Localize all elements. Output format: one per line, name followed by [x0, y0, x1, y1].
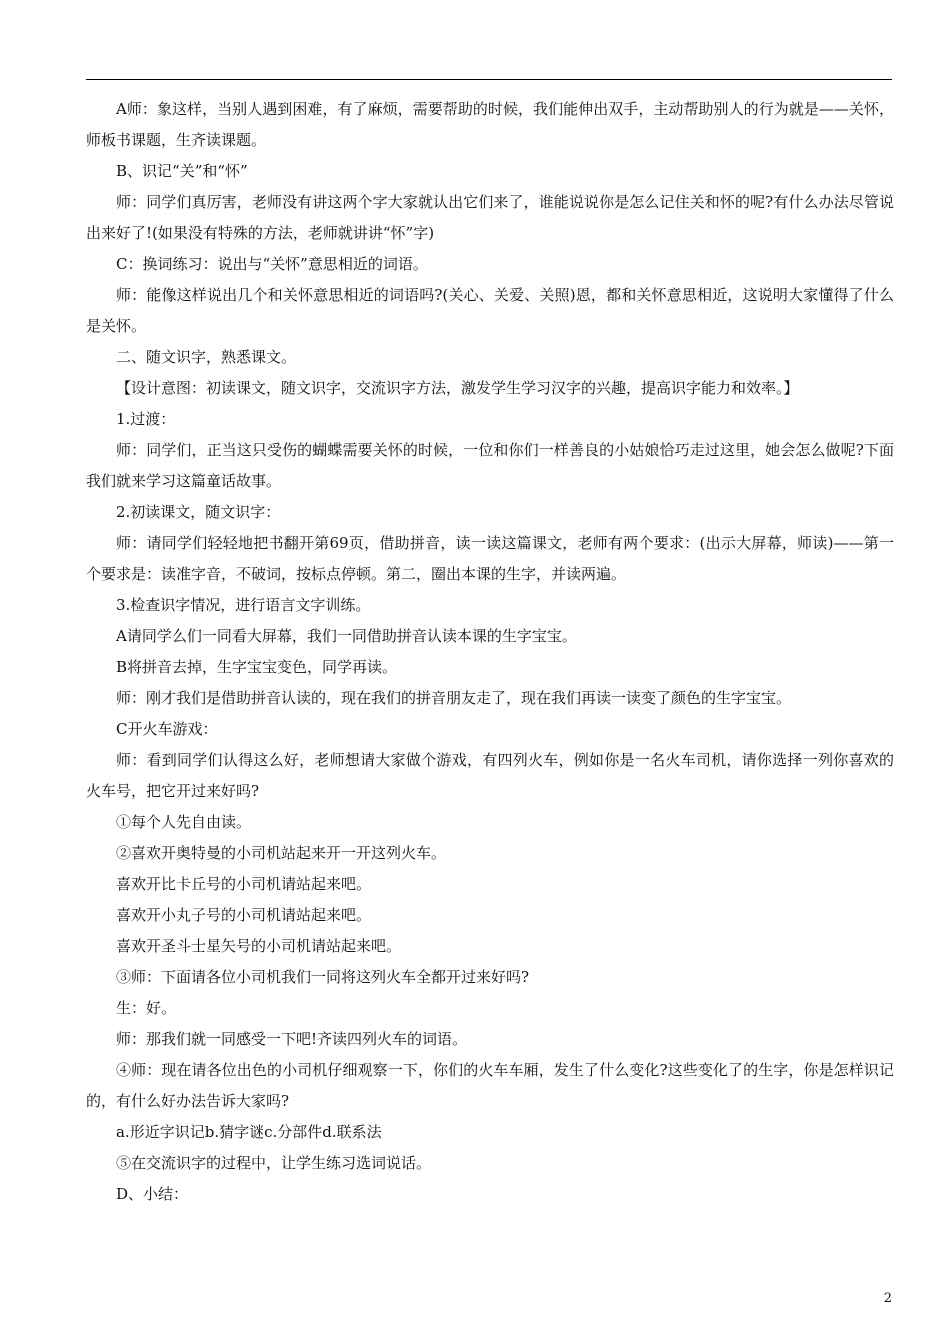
- paragraph: 师：那我们就一同感受一下吧!齐读四列火车的词语。: [116, 1030, 468, 1048]
- paragraph: 师：请同学们轻轻地把书翻开第69页，借助拼音，读一读这篇课文，老师有两个要求：(出示大屏幕，师读)——第一个要求是：读准字音，不破词，按标点停顿。第二，圈出本课的生字，并读两遍。: [86, 534, 894, 583]
- step-heading: 2.初读课文，随文识字：: [116, 503, 281, 521]
- paragraph: B、识记“关”和“怀”: [116, 162, 248, 180]
- paragraph: 生：好。: [116, 999, 177, 1017]
- list-item: ③师：下面请各位小司机我们一同将这列火车全都开过来好吗?: [116, 968, 530, 986]
- paragraph: 师：同学们，正当这只受伤的蝴蝶需要关怀的时候，一位和你们一样善良的小姑娘恰巧走过这里，她会怎么做呢?下面我们就来学习这篇童话故事。: [86, 441, 894, 490]
- header-divider: [86, 79, 892, 80]
- list-item: ①每个人先自由读。: [116, 813, 252, 831]
- paragraph: 师：刚才我们是借助拼音认读的，现在我们的拼音朋友走了，现在我们再读一读变了颜色的生字宝宝。: [116, 689, 792, 707]
- step-heading: 3.检查识字情况，进行语言文字训练。: [116, 596, 371, 614]
- list-item: ②喜欢开奥特曼的小司机站起来开一开这列火车。: [116, 844, 447, 862]
- paragraph: B将拼音去掉，生字宝宝变色，同学再读。: [116, 658, 398, 676]
- paragraph: 师：看到同学们认得这么好，老师想请大家做个游戏，有四列火车，例如你是一名火车司机，请你选择一列你喜欢的火车号，把它开过来好吗?: [86, 751, 894, 800]
- paragraph: 喜欢开圣斗士星矢号的小司机请站起来吧。: [116, 937, 402, 955]
- paragraph: a.形近字识记b.猜字谜c.分部件d.联系法: [116, 1123, 382, 1141]
- step-heading: 1.过渡：: [116, 410, 176, 428]
- section-heading: 二、随文识字，熟悉课文。: [116, 348, 297, 366]
- paragraph: D、小结：: [116, 1185, 189, 1203]
- paragraph: C：换词练习：说出与“关怀”意思相近的词语。: [116, 255, 428, 273]
- design-intent-note: 【设计意图：初读课文，随文识字，交流识字方法，激发学生学习汉字的兴趣，提高识字能力和效率。】: [116, 379, 799, 397]
- list-item: ④师：现在请各位出色的小司机仔细观察一下，你们的火车车厢，发生了什么变化?这些变化了的生字，你是怎样识记的，有什么好办法告诉大家吗?: [86, 1061, 894, 1110]
- paragraph: 师：能像这样说出几个和关怀意思相近的词语吗?(关心、关爱、关照)恩，都和关怀意思相近，这说明大家懂得了什么是关怀。: [86, 286, 894, 335]
- paragraph: 喜欢开小丸子号的小司机请站起来吧。: [116, 906, 372, 924]
- paragraph: 师：同学们真厉害，老师没有讲这两个字大家就认出它们来了，谁能说说你是怎么记住关和怀的呢?有什么办法尽管说出来好了!(如果没有特殊的方法，老师就讲讲“怀”字): [86, 193, 894, 242]
- paragraph: C开火车游戏：: [116, 720, 218, 738]
- paragraph: A师：象这样，当别人遇到困难，有了麻烦，需要帮助的时候，我们能伸出双手，主动帮助别人的行为就是——关怀，师板书课题，生齐读课题。: [86, 100, 894, 149]
- page-number: 2: [883, 1291, 892, 1306]
- document-body: [86, 94, 894, 1210]
- paragraph: 喜欢开比卡丘号的小司机请站起来吧。: [116, 875, 372, 893]
- paragraph: A请同学么们一同看大屏幕，我们一同借助拼音认读本课的生字宝宝。: [116, 627, 577, 645]
- list-item: ⑤在交流识字的过程中，让学生练习选词说话。: [116, 1154, 432, 1172]
